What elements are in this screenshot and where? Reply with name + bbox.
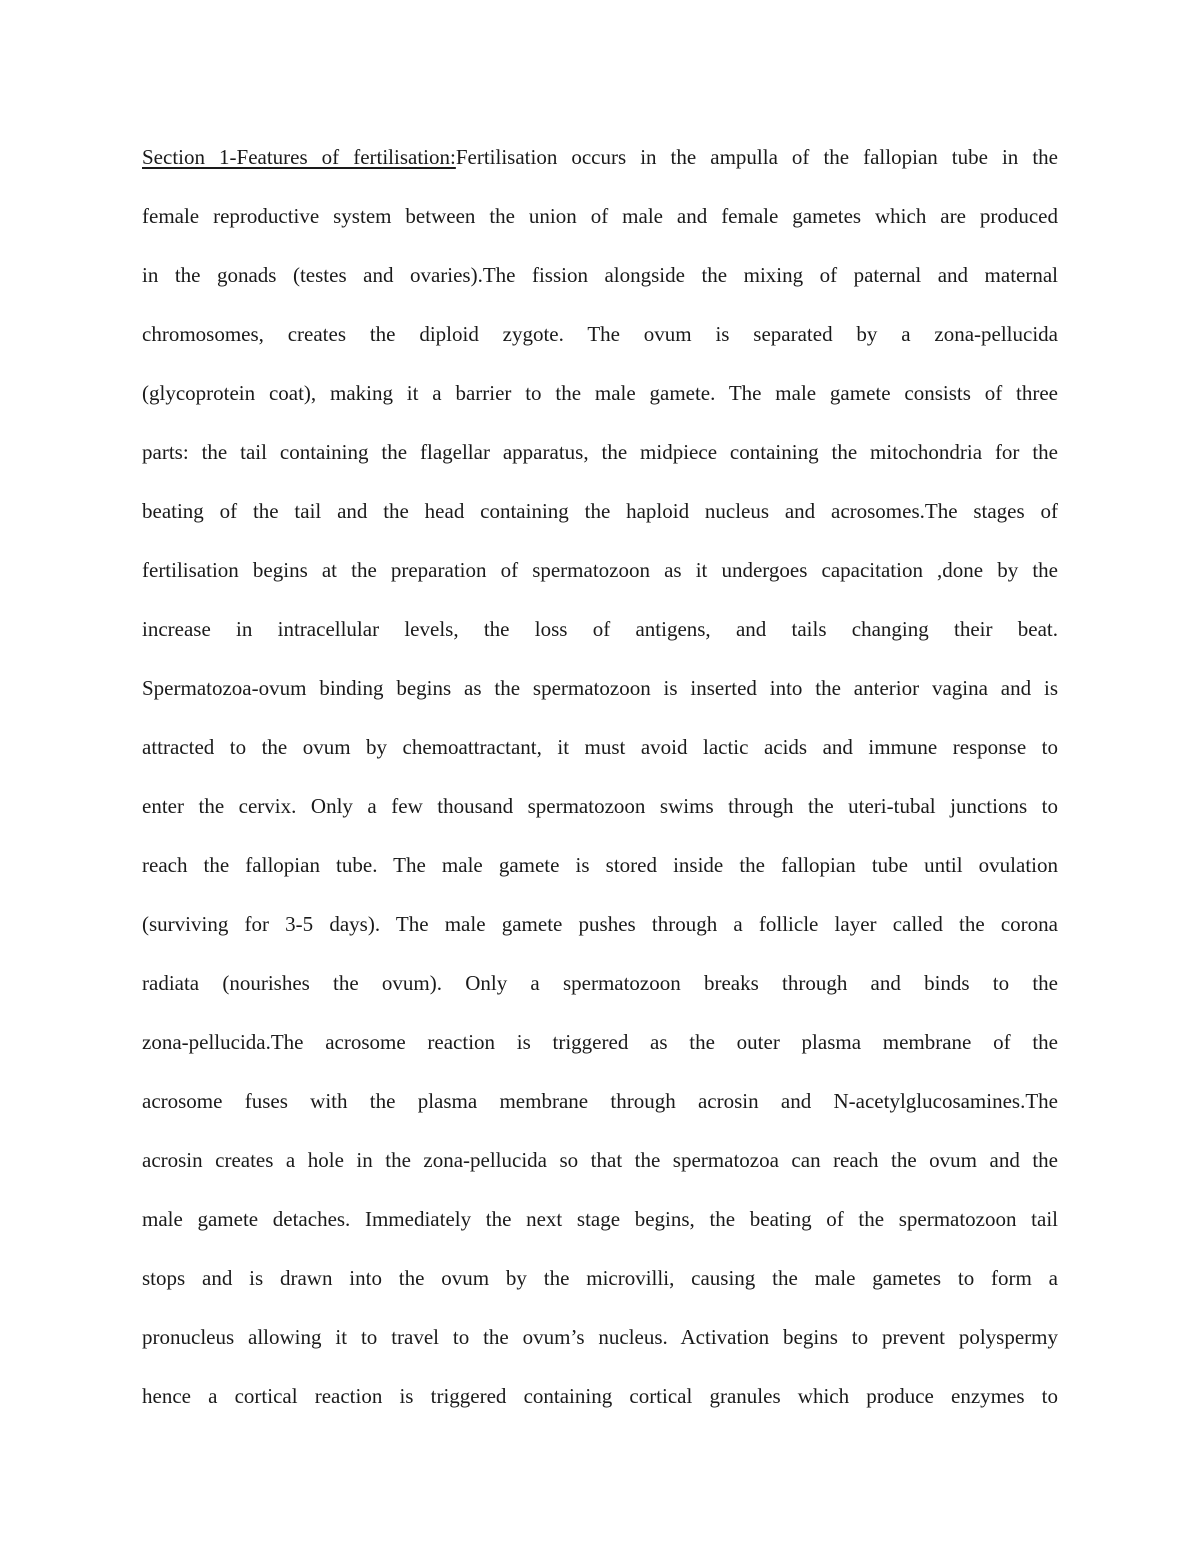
paragraph-line: in the gonads (testes and ovaries).The fission alongside the mixing of paternal and maternal: [142, 263, 1058, 287]
paragraph-line: beating of the tail and the head containing the haploid nucleus and acrosomes.The stages of: [142, 499, 1058, 523]
paragraph-line: (glycoprotein coat), making it a barrier to the male gamete. The male gamete consists of three: [142, 381, 1058, 405]
paragraph-line: enter the cervix. Only a few thousand spermatozoon swims through the uteri-tubal junctions to: [142, 794, 1058, 818]
section-heading: Section 1-Features of fertilisation:: [142, 145, 456, 169]
line-text: Fertilisation occurs in the ampulla of the fallopian tube in the: [455, 145, 1058, 169]
paragraph-line: hence a cortical reaction is triggered containing cortical granules which produce enzymes to: [142, 1384, 1058, 1408]
paragraph-line: pronucleus allowing it to travel to the ovum’s nucleus. Activation begins to prevent polyspermy: [142, 1325, 1058, 1349]
paragraph-line: increase in intracellular levels, the loss of antigens, and tails changing their beat.: [142, 617, 1058, 641]
paragraph-line: [142, 143, 1058, 171]
paragraph-line: chromosomes, creates the diploid zygote. The ovum is separated by a zona-pellucida: [142, 322, 1058, 346]
paragraph-line: male gamete detaches. Immediately the next stage begins, the beating of the spermatozoon tail: [142, 1207, 1058, 1231]
paragraph-line: Spermatozoa-ovum binding begins as the spermatozoon is inserted into the anterior vagina and is: [142, 676, 1058, 700]
paragraph-line: fertilisation begins at the preparation of spermatozoon as it undergoes capacitation ,done by the: [142, 558, 1058, 582]
paragraph-line: acrosome fuses with the plasma membrane through acrosin and N-acetylglucosamines.The: [142, 1089, 1058, 1113]
paragraph-line: (surviving for 3-5 days). The male gamete pushes through a follicle layer called the corona: [142, 912, 1058, 936]
paragraph-line: reach the fallopian tube. The male gamete is stored inside the fallopian tube until ovulation: [142, 853, 1058, 877]
paragraph-line: female reproductive system between the union of male and female gametes which are produced: [142, 204, 1058, 228]
paragraph-line: radiata (nourishes the ovum). Only a spermatozoon breaks through and binds to the: [142, 971, 1058, 995]
paragraph-line: stops and is drawn into the ovum by the microvilli, causing the male gametes to form a: [142, 1266, 1058, 1290]
paragraph-line: parts: the tail containing the flagellar apparatus, the midpiece containing the mitochondria for the: [142, 440, 1058, 464]
paragraph-line: zona-pellucida.The acrosome reaction is triggered as the outer plasma membrane of the: [142, 1030, 1058, 1054]
paragraph-line: attracted to the ovum by chemoattractant, it must avoid lactic acids and immune response to: [142, 735, 1058, 759]
paragraph-line: acrosin creates a hole in the zona-pellucida so that the spermatozoa can reach the ovum and the: [142, 1148, 1058, 1172]
